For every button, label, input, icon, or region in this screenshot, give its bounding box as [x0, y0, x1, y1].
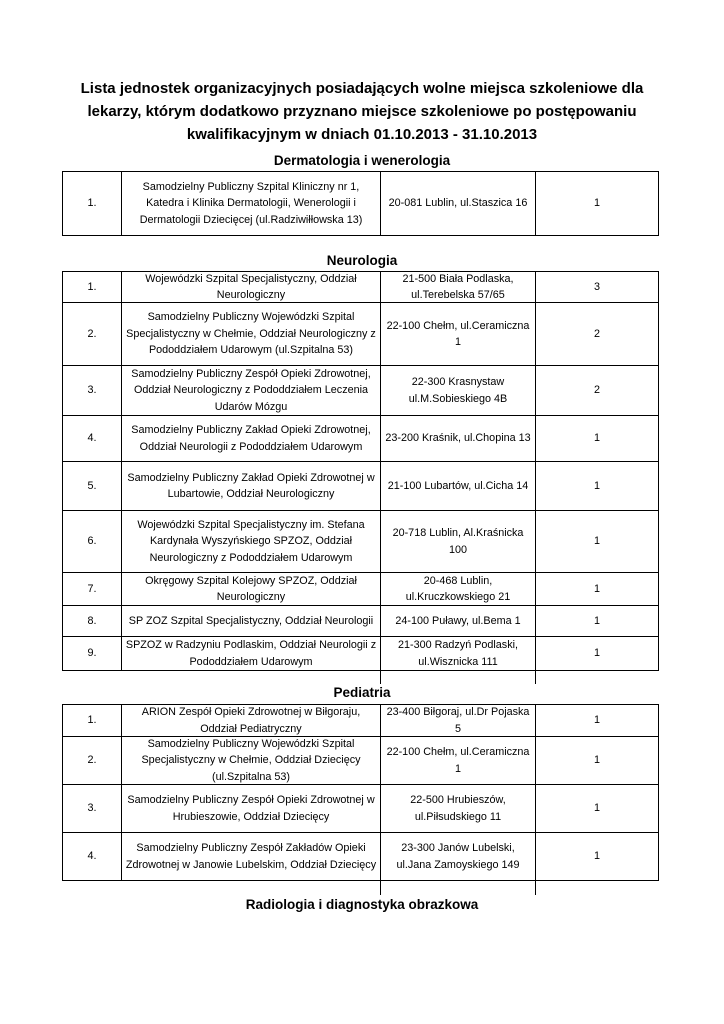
cell-lp: 7. [63, 573, 122, 606]
cell-places: 3 [536, 272, 659, 303]
table-stub-line [535, 671, 536, 684]
unit-line: Dermatologii Dziecięcej (ul.Radziwiłłowska 13) [139, 213, 363, 226]
cell-address [381, 366, 536, 416]
table-row [63, 785, 659, 833]
address-line: 22-500 Hrubieszów, [410, 794, 506, 806]
unit-line: Wojewódzki Szpital Specjalistyczny im. Stefana [137, 518, 365, 531]
unit-line: Katedra i Klinika Dermatologii, Wenerologii i [146, 197, 356, 210]
cell-places: 1 [536, 833, 659, 881]
unit-line: Wojewódzki Szpital Specjalistyczny, Oddział [145, 272, 357, 285]
cell-places: 1 [536, 462, 659, 511]
unit-line: Lubartowie, Oddział Neurologiczny [167, 488, 335, 500]
unit-line: Zdrowotnej w Janowie Lubelskim, Oddział Dziecięcy [125, 858, 377, 871]
address-line: ul.Terebelska 57/65 [411, 289, 505, 301]
cell-places: 1 [536, 573, 659, 606]
address-line: ul.Kruczkowskiego 21 [405, 591, 511, 603]
address-line: 22-100 Chełm, ul.Ceramiczna [386, 319, 530, 332]
unit-line: Oddział Pediatryczny [200, 722, 302, 735]
address-line: 100 [448, 543, 467, 556]
cell-places: 1 [536, 606, 659, 637]
cell-places: 1 [536, 172, 659, 236]
cell-lp: 3. [63, 785, 122, 833]
unit-line: Samodzielny Publiczny Zespół Opieki Zdrowotnej, [131, 367, 371, 380]
unit-line: Oddział Neurologiczny z Pododdziałem Leczenia [133, 384, 369, 397]
cell-lp: 1. [63, 272, 122, 303]
address-line: ul.Jana Zamoyskiego 149 [396, 858, 520, 871]
address-line: 21-500 Biała Podlaska, [402, 272, 514, 285]
cell-address [381, 637, 536, 671]
table-row [63, 416, 659, 462]
unit-line: Specjalistyczny w Chełmie, Oddział Neurologiczny z [126, 327, 376, 340]
cell-lp: 5. [63, 462, 122, 511]
table-row [63, 737, 659, 785]
cell-unit [122, 705, 381, 737]
unit-line: Samodzielny Publiczny Zakład Opieki Zdrowotnej, [131, 424, 371, 436]
cell-lp: 4. [63, 833, 122, 881]
cell-address [381, 785, 536, 833]
cell-unit [122, 303, 381, 366]
address-line: 22-300 Krasnystaw [411, 376, 505, 388]
table-row [63, 637, 659, 671]
table-dermatologia [62, 171, 659, 236]
cell-places: 1 [536, 737, 659, 785]
cell-unit [122, 462, 381, 511]
unit-line: Samodzielny Publiczny Zespół Zakładów Opieki [136, 842, 366, 854]
address-line: ul.M.Sobieskiego 4B [408, 392, 508, 405]
cell-places: 2 [536, 366, 659, 416]
unit-line: Pododdziałem Udarowym (ul.Szpitalna 53) [148, 344, 354, 357]
cell-lp: 4. [63, 416, 122, 462]
table-row [63, 272, 659, 303]
title-line: kwalifikacyjnym w dniach 01.10.2013 - 31.10.2013 [186, 126, 538, 143]
address-line: 21-100 Lubartów, ul.Cicha 14 [387, 479, 529, 492]
unit-line: SP ZOZ Szpital Specjalistyczny, Oddział Neurologii [128, 614, 374, 627]
table-stub-line [535, 881, 536, 895]
cell-places: 1 [536, 785, 659, 833]
address-line: ul.Piłsudskiego 11 [414, 810, 502, 823]
cell-address [381, 462, 536, 511]
cell-address [381, 573, 536, 606]
cell-unit [122, 511, 381, 573]
section-heading-neurologia: Neurologia [326, 253, 398, 268]
table-row [63, 606, 659, 637]
address-line: 1 [454, 336, 461, 348]
cell-lp: 3. [63, 366, 122, 416]
address-line: 1 [454, 762, 461, 775]
table-stub-line [380, 671, 381, 684]
cell-places: 1 [536, 705, 659, 737]
address-line: 24-100 Puławy, ul.Bema 1 [395, 614, 521, 627]
cell-lp: 2. [63, 303, 122, 366]
unit-line: Samodzielny Publiczny Zespół Opieki Zdrowotnej w [127, 794, 375, 806]
cell-unit [122, 366, 381, 416]
table-row [63, 366, 659, 416]
address-line: 5 [454, 722, 461, 735]
cell-address [381, 833, 536, 881]
unit-line: Samodzielny Publiczny Wojewódzki Szpital [147, 737, 355, 750]
unit-line: Oddział Neurologii z Pododdziałem Udarowym [139, 440, 363, 453]
address-line: 20-081 Lublin, ul.Staszica 16 [388, 197, 528, 210]
cell-address [381, 737, 536, 785]
unit-line: Samodzielny Publiczny Zakład Opieki Zdrowotnej w [127, 471, 375, 484]
unit-line: ARION Zespół Opieki Zdrowotnej w Biłgoraju, [141, 706, 361, 718]
cell-address [381, 172, 536, 236]
table-row [63, 833, 659, 881]
unit-line: Samodzielny Publiczny Szpital Kliniczny nr 1, [142, 180, 360, 193]
address-line: 23-200 Kraśnik, ul.Chopina 13 [385, 432, 531, 445]
cell-lp: 8. [63, 606, 122, 637]
section-heading-radiologia: Radiologia i diagnostyka obrazkowa [245, 897, 479, 912]
cell-places: 1 [536, 637, 659, 671]
unit-line: (ul.Szpitalna 53) [211, 770, 291, 783]
table-stub-line [380, 881, 381, 895]
cell-address [381, 416, 536, 462]
cell-lp: 1. [63, 705, 122, 737]
cell-address [381, 303, 536, 366]
cell-unit [122, 573, 381, 606]
section-heading-dermatologia: Dermatologia i wenerologia [273, 153, 451, 168]
unit-line: SPZOZ w Radzyniu Podlaskim, Oddział Neurologii z [125, 639, 377, 651]
cell-unit [122, 637, 381, 671]
table-row [63, 511, 659, 573]
cell-lp: 2. [63, 737, 122, 785]
title-line: Lista jednostek organizacyjnych posiadających wolne miejsca szkoleniowe dla [80, 80, 644, 97]
table-row [63, 462, 659, 511]
unit-line: Pododdziałem Udarowym [189, 655, 313, 668]
title-line: lekarzy, którym dodatkowo przyznano miejsce szkoleniowe po postępowaniu [87, 103, 637, 120]
cell-places: 1 [536, 416, 659, 462]
cell-lp: 1. [63, 172, 122, 236]
cell-unit [122, 416, 381, 462]
cell-address [381, 272, 536, 303]
unit-line: Neurologiczny [216, 289, 286, 301]
table-pediatria [62, 704, 659, 881]
table-row [63, 705, 659, 737]
cell-unit [122, 606, 381, 637]
unit-line: Okręgowy Szpital Kolejowy SPZOZ, Oddział [145, 574, 357, 587]
unit-line: Udarów Mózgu [214, 400, 288, 413]
table-row [63, 172, 659, 236]
section-heading-pediatria: Pediatria [333, 685, 391, 700]
unit-line: Neurologiczny [216, 591, 286, 603]
table-neurologia [62, 271, 659, 671]
cell-lp: 6. [63, 511, 122, 573]
cell-unit [122, 737, 381, 785]
document-title [0, 77, 724, 146]
address-line: 22-100 Chełm, ul.Ceramiczna [386, 746, 530, 758]
unit-line: Hrubieszowie, Oddział Dziecięcy [172, 810, 330, 823]
cell-places: 1 [536, 511, 659, 573]
cell-lp: 9. [63, 637, 122, 671]
cell-address [381, 511, 536, 573]
address-line: 20-718 Lublin, Al.Kraśnicka [392, 527, 524, 539]
unit-line: Kardynała Wyszyńskiego SPZOZ, Oddział [149, 535, 353, 548]
unit-line: Samodzielny Publiczny Wojewódzki Szpital [147, 311, 355, 324]
cell-unit [122, 172, 381, 236]
address-line: 23-400 Biłgoraj, ul.Dr Pojaska [386, 706, 530, 718]
table-row [63, 303, 659, 366]
table-row [63, 573, 659, 606]
cell-unit [122, 833, 381, 881]
cell-address [381, 705, 536, 737]
address-line: 23-300 Janów Lubelski, [401, 842, 515, 854]
cell-address [381, 606, 536, 637]
cell-unit [122, 785, 381, 833]
address-line: 21-300 Radzyń Podlaski, [397, 639, 519, 651]
address-line: ul.Wisznicka 111 [418, 655, 498, 668]
cell-unit [122, 272, 381, 303]
address-line: 20-468 Lublin, [423, 574, 493, 587]
cell-places: 2 [536, 303, 659, 366]
unit-line: Neurologiczny z Pododdziałem Udarowym [149, 551, 353, 564]
unit-line: Specjalistyczny w Chełmie, Oddział Dziecięcy [141, 754, 361, 767]
